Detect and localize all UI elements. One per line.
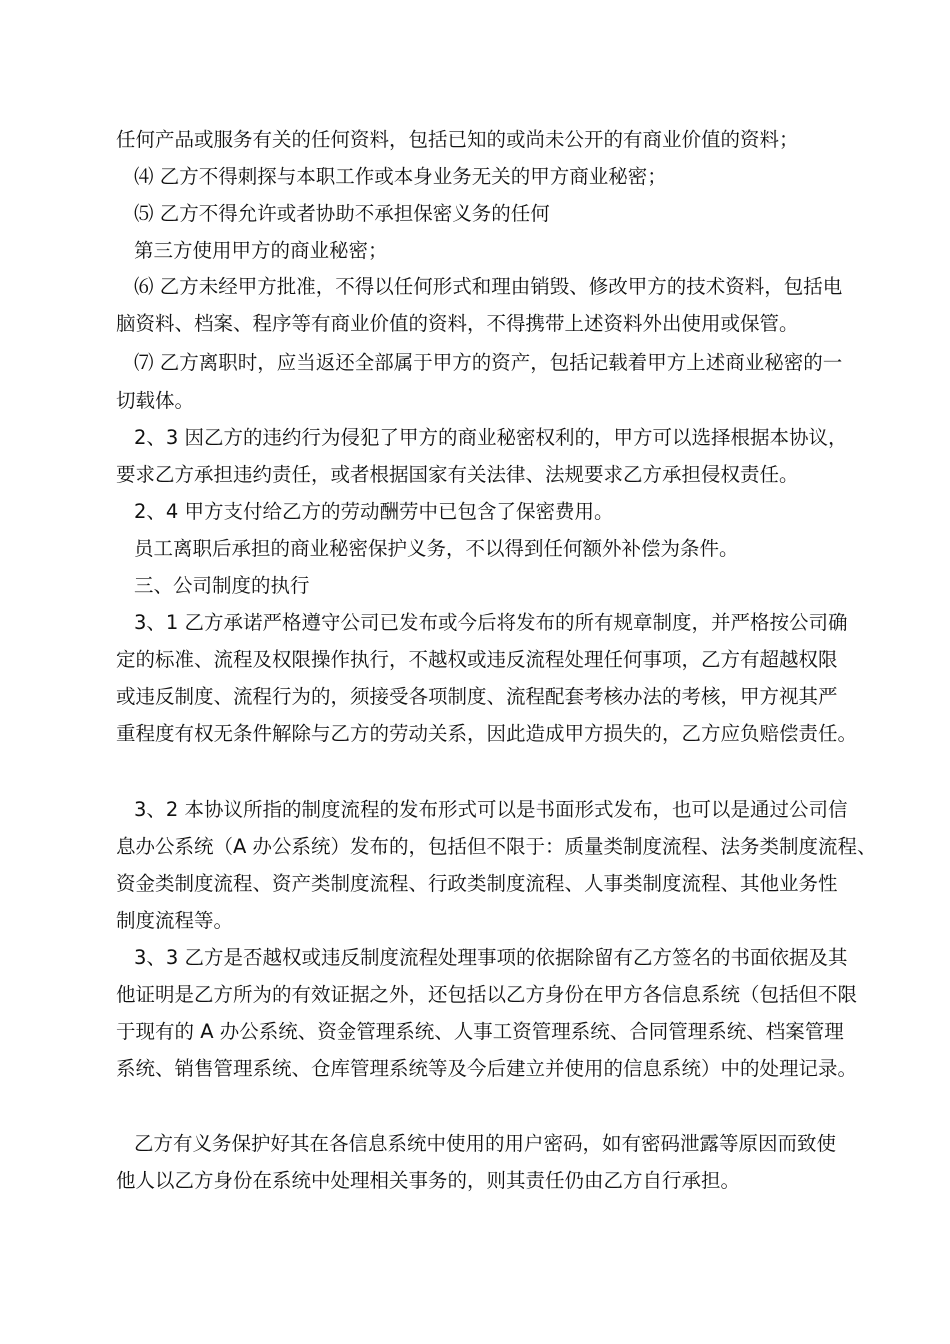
text-line: 资金类制度流程、资产类制度流程、行政类制度流程、人事类制度流程、其他业务性 — [116, 872, 838, 895]
text-line: 3、3 乙方是否越权或违反制度流程处理事项的依据除留有乙方签名的书面依据及其 — [134, 946, 848, 969]
text-line: 2、4 甲方支付给乙方的劳动酬劳中已包含了保密费用。 — [134, 500, 614, 523]
text-line: 员工离职后承担的商业秘密保护义务，不以得到任何额外补偿为条件。 — [134, 537, 739, 560]
text-line: 第三方使用甲方的商业秘密； — [134, 239, 388, 262]
text-line: 于现有的 A 办公系统、资金管理系统、人事工资管理系统、合同管理系统、档案管理 — [116, 1020, 844, 1043]
text-line: 定的标准、流程及权限操作执行，不越权或违反流程处理任何事项，乙方有超越权限 — [116, 648, 838, 671]
text-line: 2、3 因乙方的违约行为侵犯了甲方的商业秘密权利的，甲方可以选择根据本协议， — [134, 426, 848, 449]
text-line: 息办公系统（A 办公系统）发布的，包括但不限于：质量类制度流程、法务类制度流程、 — [116, 835, 877, 858]
text-line: 脑资料、档案、程序等有商业价值的资料，不得携带上述资料外出使用或保管。 — [116, 312, 799, 335]
text-line: 三、公司制度的执行 — [134, 574, 310, 597]
text-line: ⑹ 乙方未经甲方批准，不得以任何形式和理由销毁、修改甲方的技术资料，包括电 — [134, 275, 843, 298]
text-line: 他人以乙方身份在系统中处理相关事务的，则其责任仍由乙方自行承担。 — [116, 1169, 741, 1192]
text-line: 制度流程等。 — [116, 909, 234, 932]
text-line: ⑺ 乙方离职时，应当返还全部属于甲方的资产，包括记载着甲方上述商业秘密的一 — [134, 351, 843, 374]
text-line: 切载体。 — [116, 389, 195, 412]
text-line: 3、1 乙方承诺严格遵守公司已发布或今后将发布的所有规章制度，并严格按公司确 — [134, 611, 848, 634]
text-line: ⑷ 乙方不得刺探与本职工作或本身业务无关的甲方商业秘密； — [134, 165, 667, 188]
text-line: 乙方有义务保护好其在各信息系统中使用的用户密码，如有密码泄露等原因而致使 — [134, 1132, 837, 1155]
text-line: 重程度有权无条件解除与乙方的劳动关系，因此造成甲方损失的，乙方应负赔偿责任。 — [116, 722, 858, 745]
text-line: 要求乙方承担违约责任，或者根据国家有关法律、法规要求乙方承担侵权责任。 — [116, 463, 799, 486]
text-line: ⑸ 乙方不得允许或者协助不承担保密义务的任何 — [134, 202, 550, 225]
text-line: 任何产品或服务有关的任何资料，包括已知的或尚未公开的有商业价值的资料； — [116, 128, 799, 151]
text-line: 3、2 本协议所指的制度流程的发布形式可以是书面形式发布，也可以是通过公司信 — [134, 798, 848, 821]
text-line: 或违反制度、流程行为的，须接受各项制度、流程配套考核办法的考核，甲方视其严 — [116, 685, 838, 708]
text-line: 他证明是乙方所为的有效证据之外，还包括以乙方身份在甲方各信息系统（包括但不限 — [116, 983, 858, 1006]
text-line: 系统、销售管理系统、仓库管理系统等及今后建立并使用的信息系统）中的处理记录。 — [116, 1057, 858, 1080]
